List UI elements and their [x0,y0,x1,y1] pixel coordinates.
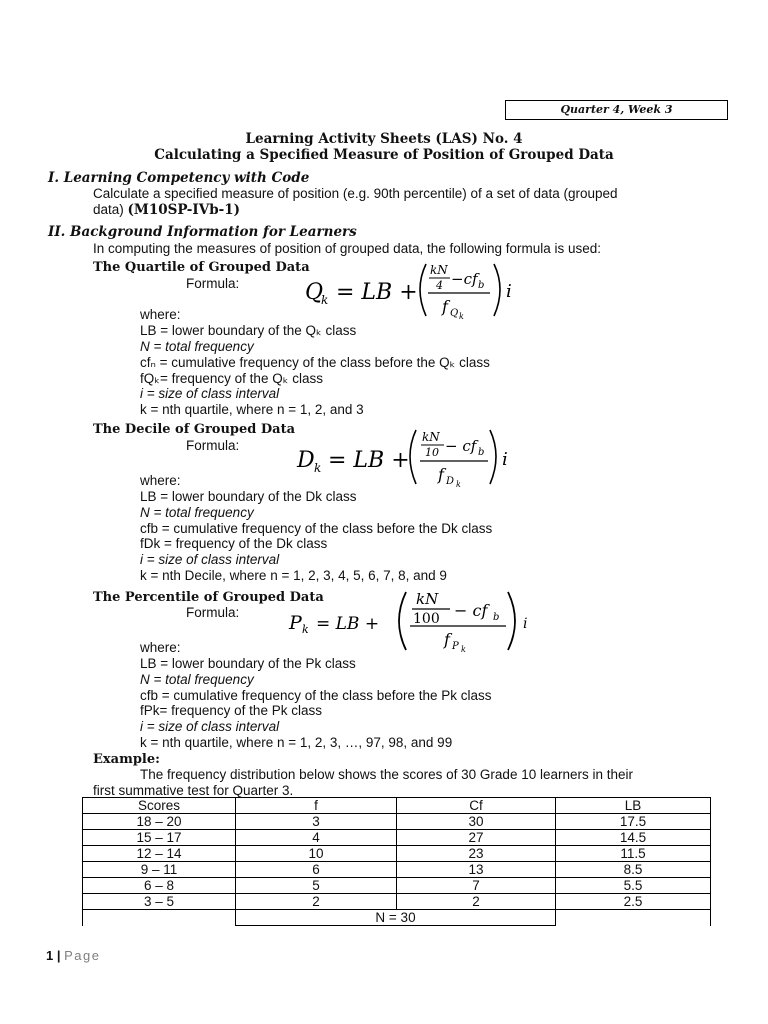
p-paren-right [508,592,515,650]
d-i: i [502,449,508,470]
cell-f: 4 [236,830,397,846]
table-row [83,862,711,878]
cell-scores: 3 – 5 [83,894,236,910]
percentile-formula-label: Formula: [186,605,240,620]
decile-lb: LB = lower boundary of the Dk class [140,489,357,504]
cell-f: 6 [236,862,397,878]
d-eq: = LB + [328,448,410,473]
q-paren-left [420,264,426,316]
cell-lb: 2.5 [556,894,711,910]
decile-k: k = nth Decile, where n = 1, 2, 3, 4, 5, 6, 7, 8, and 9 [140,568,447,583]
decile-formula-label: Formula: [186,438,240,453]
d-den-sub: D [446,476,455,487]
decile-where: where: [140,473,181,488]
quartile-fq: fQₖ= frequency of the Qₖ class [140,371,323,386]
q-paren-right [494,264,500,316]
header-lb: LB [556,798,711,814]
example-heading: Example: [93,752,160,767]
p-kn: kN [416,590,439,608]
p-den-sub2: k [461,645,466,654]
quarter-week-box: Quarter 4, Week 3 [505,100,728,120]
decile-n: N = total frequency [140,505,254,520]
q-four: 4 [436,279,443,292]
decile-fd: fDk = frequency of the Dk class [140,536,328,551]
competency-text-line1: Calculate a specified measure of position (e.g. 90th percentile) of a set of data (grouped [93,186,618,201]
cell-scores: 6 – 8 [83,878,236,894]
quartile-i: i = size of class interval [140,386,280,401]
document-title: Learning Activity Sheets (LAS) No. 4 [245,131,523,147]
p-cf-sub: b [493,612,500,623]
cell-cf: 27 [397,830,556,846]
q-den: f [442,297,448,316]
document-subtitle: Calculating a Specified Measure of Position of Grouped Data [154,147,614,163]
table-row [83,830,711,846]
q-den-sub2: k [459,312,464,321]
competency-code: (M10SP-IVb-1) [127,202,241,218]
p-lhs: P [289,612,302,634]
percentile-heading: The Percentile of Grouped Data [93,590,324,605]
percentile-fp: fPk= frequency of the Pk class [140,703,322,718]
example-line1: The frequency distribution below shows the scores of 30 Grade 10 learners in their [140,767,634,782]
percentile-where: where: [140,640,181,655]
cell-empty [83,910,236,926]
p-paren-left [399,592,406,650]
cell-scores: 15 – 17 [83,830,236,846]
quartile-lb: LB = lower boundary of the Qₖ class [140,323,357,338]
header-f: f [236,798,397,814]
cell-f: 2 [236,894,397,910]
header-cf: Cf [397,798,556,814]
decile-i: i = size of class interval [140,552,280,567]
q-lhs: Q [305,280,324,305]
cell-cf: 2 [397,894,556,910]
quartile-n: N = total frequency [140,339,254,354]
cell-lb: 5.5 [556,878,711,894]
page-separator: | [53,948,65,963]
p-hundred: 100 [413,611,440,627]
p-den: f [444,630,450,649]
competency-text-line2 [93,202,240,218]
section-2-heading: II. Background Information for Learners [48,224,357,240]
cell-scores: 12 – 14 [83,846,236,862]
section-1-heading: I. Learning Competency with Code [48,170,310,186]
decile-heading: The Decile of Grouped Data [93,422,296,437]
q-kn: kN [430,263,448,277]
table-row [83,846,711,862]
q-cf-sub: b [478,280,485,291]
section-2-intro: In computing the measures of position of grouped data, the following formula is used: [93,241,602,256]
page-number: 1 [46,948,54,963]
p-i: i [523,616,528,632]
d-den-sub2: k [456,480,461,489]
example-line2: first summative test for Quarter 3. [93,783,294,798]
d-cf: − cf [445,437,477,455]
quartile-cfb: cfₙ = cumulative frequency of the class before the Qₖ class [140,355,490,370]
table-row [83,814,711,830]
quartile-where: where: [140,307,181,322]
d-cf-sub: b [478,447,485,458]
cell-cf: 7 [397,878,556,894]
quartile-formula-label: Formula: [186,276,240,291]
cell-empty [556,910,711,926]
cell-lb: 14.5 [556,830,711,846]
cell-scores: 9 – 11 [83,862,236,878]
d-paren-right [490,430,496,484]
frequency-table [82,797,711,926]
table-total-row [83,910,711,926]
header-scores: Scores [83,798,236,814]
percentile-n: N = total frequency [140,672,254,687]
d-kn: kN [422,430,440,444]
d-paren-left [410,430,416,484]
p-lhs-sub: k [302,623,309,636]
table-row [83,894,711,910]
cell-cf: 30 [397,814,556,830]
page-footer [46,948,100,963]
d-lhs-sub: k [314,461,322,475]
d-lhs: D [297,448,315,473]
p-cf: − cf [454,601,488,620]
cell-cf: 13 [397,862,556,878]
q-lhs-sub: k [321,293,329,307]
cell-f: 3 [236,814,397,830]
d-ten: 10 [425,446,439,459]
decile-cfb: cfb = cumulative frequency of the class before the Dk class [140,521,493,536]
cell-lb: 17.5 [556,814,711,830]
q-eq: = LB + [336,280,418,305]
quartile-k: k = nth quartile, where n = 1, 2, and 3 [140,402,364,417]
q-i: i [506,281,512,302]
cell-f: 5 [236,878,397,894]
percentile-i: i = size of class interval [140,719,280,734]
cell-lb: 11.5 [556,846,711,862]
table-header-row [83,798,711,814]
cell-f: 10 [236,846,397,862]
p-eq: = LB + [316,614,380,634]
table-row [83,878,711,894]
quartile-formula [300,256,530,322]
percentile-cfb: cfb = cumulative frequency of the class before the Pk class [140,688,492,703]
p-den-sub: P [452,641,459,652]
page-label: Page [64,948,101,963]
percentile-formula [284,586,534,656]
cell-cf: 23 [397,846,556,862]
decile-formula [292,424,522,490]
cell-scores: 18 – 20 [83,814,236,830]
q-cf: −cf [451,270,478,288]
cell-lb: 8.5 [556,862,711,878]
q-den-sub: Q [450,308,459,319]
competency-text-prefix: data) [93,202,128,217]
d-den: f [438,465,444,484]
cell-total: N = 30 [236,910,556,926]
percentile-lb: LB = lower boundary of the Pk class [140,656,356,671]
percentile-k: k = nth quartile, where n = 1, 2, 3, …, 97, 98, and 99 [140,735,453,750]
quartile-heading: The Quartile of Grouped Data [93,260,310,275]
